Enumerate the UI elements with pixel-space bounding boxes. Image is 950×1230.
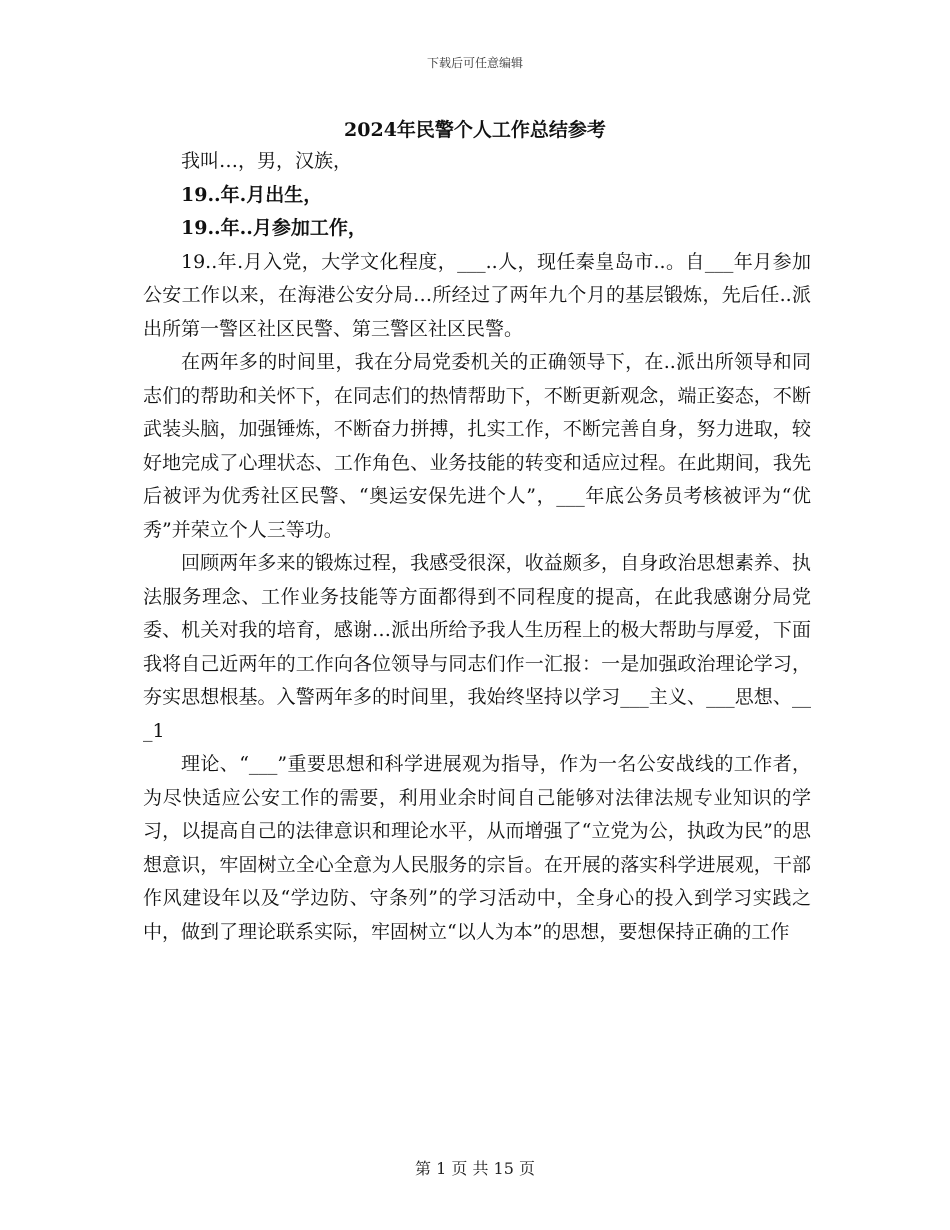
page-number-footer: 第 1 页 共 15 页 xyxy=(415,1159,535,1178)
page-header-note: 下载后可任意编辑 xyxy=(426,56,523,70)
paragraph-birth: 19..年.月出生， xyxy=(181,183,323,206)
paragraph-party-joining: 19..年.月入党，大学文化程度，___..人，现任秦皇岛市..。自___年月参加公安工作以来，在海港公安分局…所经过了两年九个月的基层锻炼，先后任..派出所第一警区社区民警、第三警区社区民警。 xyxy=(143,250,811,340)
paragraph-review: 回顾两年多来的锻炼过程，我感受很深，收益颇多，自身政治思想素养、执法服务理念、工作业务技能等方面都得到不同程度的提高，在此我感谢分局党委、机关对我的培育，感谢…派出所给予我人生历程上的极大帮助与厚爱，下面我将自己近两年的工作向各位领导与同志们作一汇报：一是加强政治理论学习，夯实思想根基。入警两年多的时间里，我始终坚持以学习___主义、___思想、___1 xyxy=(143,552,811,742)
paragraph-intro-name: 我叫…，男，汉族， xyxy=(181,150,353,172)
paragraph-theory: 理论、“___”重要思想和科学进展观为指导，作为一名公安战线的工作者，为尽快适应公安工作的需要，利用业余时间自己能够对法律法规专业知识的学习，以提高自己的法律意识和理论水平，从而增强了“立党为公，执政为民”的思想意识，牢固树立全心全意为人民服务的宗旨。在开展的落实科学进展观，干部作风建设年以及“学边防、守条列”的学习活动中，全身心的投入到学习实践之中，做到了理论联系实际，牢固树立“以人为本”的思想，要想保持正确的工作 xyxy=(143,753,811,943)
paragraph-two-years: 在两年多的时间里，我在分局党委机关的正确领导下，在..派出所领导和同志们的帮助和关怀下，在同志们的热情帮助下，不断更新观念，端正姿态，不断武装头脑，加强锤炼，不断奋力拼搏，扎实工作，不断完善自身，努力进取，较好地完成了心理状态、工作角色、业务技能的转变和适应过程。在此期间，我先后被评为优秀社区民警、“奥运安保先进个人”，___年底公务员考核被评为“优秀”并荣立个人三等功。 xyxy=(143,351,811,541)
paragraph-work-start: 19..年..月参加工作， xyxy=(181,217,367,239)
document-body xyxy=(143,145,811,949)
document-title: 2024年民警个人工作总结参考 xyxy=(344,119,606,141)
